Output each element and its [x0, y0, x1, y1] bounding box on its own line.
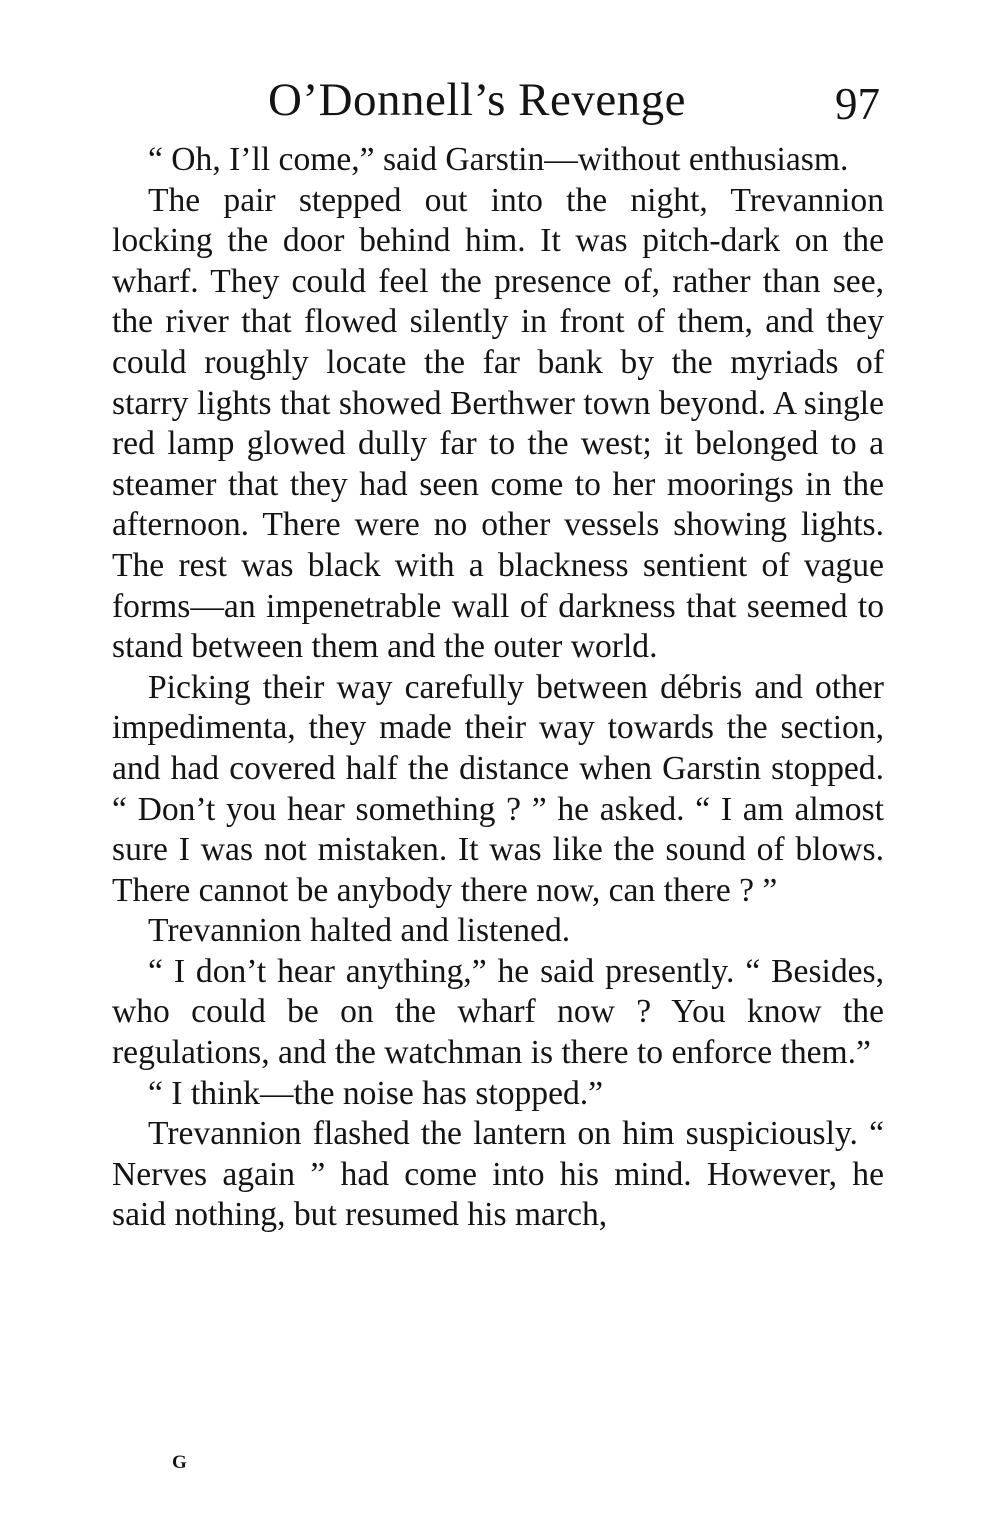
paragraph: “ Oh, I’ll come,” said Garstin—without enthusiasm. — [148, 141, 849, 178]
running-title: O’Donnell’s Revenge — [268, 74, 687, 126]
paragraph: Trevannion flashed the lantern on him suspiciously. “ Nerves again ” had come into his mind. However, he said nothing, but resumed his march, — [112, 1115, 884, 1234]
paragraph: The pair stepped out into the night, Trevannion locking the door behind him. It was pitch-dark on the wharf. They could feel the presence of, rather than see, the river that flowed silently in front of them, and they could roughly locate the far bank by the myriads of starry lights that showed Berthwer town beyond. A single red lamp glowed dully far to the west; it belonged to a steamer that they had seen come to her moorings in the afternoon. There were no other vessels showing lights. The rest was black with a blackness sentient of vague forms—an impenetrable wall of darkness that seemed to stand between them and the outer world. — [112, 181, 884, 666]
page-number: 97 — [835, 79, 880, 129]
paragraph: Picking their way carefully between débris and other impedimenta, they made their way towards the section, and had covered half the distance when Garstin stopped. “ Don’t you hear something ? ” he asked. “ I am almost sure I was not mistaken. It was like the sound of blows. There cannot be anybody there now, can there ? ” — [112, 668, 884, 909]
signature-mark: G — [172, 1452, 188, 1473]
body-text — [112, 140, 884, 1236]
paragraph: “ I don’t hear anything,” he said presently. “ Besides, who could be on the wharf now ? You know the regulations, and the watchman is there to enforce them.” — [112, 952, 884, 1072]
paragraph: “ I think—the noise has stopped.” — [148, 1074, 604, 1112]
page-header — [112, 72, 884, 140]
paragraph: Trevannion halted and listened. — [148, 912, 571, 950]
book-page — [112, 72, 884, 1492]
